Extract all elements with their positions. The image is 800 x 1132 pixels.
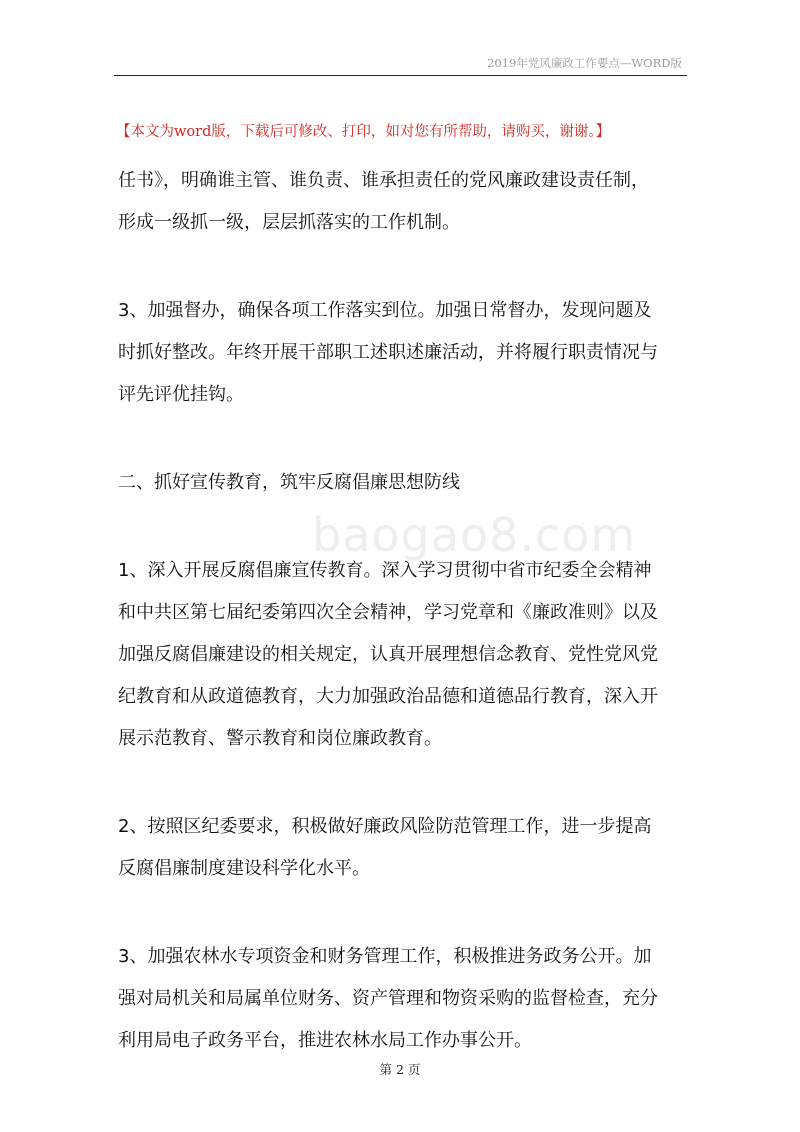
text-line: 3、加强农林水专项资金和财务管理工作，积极推进务政务公开。加 <box>118 946 652 967</box>
text-line: 二、抓好宣传教育，筑牢反腐倡廉思想防线 <box>118 472 460 493</box>
document-body <box>118 160 690 1108</box>
text-line: 2、按照区纪委要求，积极做好廉政风险防范管理工作，进一步提高 <box>118 816 652 837</box>
paragraph-risk-prevention <box>118 806 690 890</box>
text-line: 任书》，明确谁主管、谁负责、谁承担责任的党风廉政建设责任制， <box>118 170 649 191</box>
watermark: baogao8.com <box>312 508 637 562</box>
purchase-notice: 【本文为word版，下载后可修改、打印，如对您有所帮助，请购买，谢谢。】 <box>116 124 611 140</box>
text-line: 3、加强督办，确保各项工作落实到位。加强日常督办，发现问题及 <box>118 300 652 321</box>
header-title: 2019年党风廉政工作要点—WORD版 <box>487 56 682 70</box>
paragraph-responsibility <box>118 160 690 244</box>
page-number: 第 2 页 <box>379 1062 421 1077</box>
text-line: 强对局机关和局属单位财务、资产管理和物资采购的监督检查，充分 <box>118 988 658 1009</box>
paragraph-finance <box>118 936 690 1062</box>
text-line: 和中共区第七届纪委第四次全会精神，学习党章和《廉政准则》以及 <box>118 602 658 623</box>
paragraph-publicity <box>118 550 690 760</box>
text-line: 加强反腐倡廉建设的相关规定，认真开展理想信念教育、党性党风党 <box>118 644 658 665</box>
header-divider <box>114 75 687 76</box>
text-line: 展示范教育、警示教育和岗位廉政教育。 <box>118 728 442 749</box>
text-line: 利用局电子政务平台，推进农林水局工作办事公开。 <box>118 1030 532 1051</box>
text-line: 时抓好整改。年终开展干部职工述职述廉活动，并将履行职责情况与 <box>118 342 658 363</box>
paragraph-supervision <box>118 290 690 416</box>
text-line: 形成一级抓一级，层层抓落实的工作机制。 <box>118 212 460 233</box>
section-heading-education <box>118 462 690 504</box>
text-line: 纪教育和从政道德教育，大力加强政治品德和道德品行教育，深入开 <box>118 686 658 707</box>
text-line: 1、深入开展反腐倡廉宣传教育。深入学习贯彻中省市纪委全会精神 <box>118 560 652 581</box>
text-line: 评先评优挂钩。 <box>118 384 244 405</box>
text-line: 反腐倡廉制度建设科学化水平。 <box>118 858 370 879</box>
